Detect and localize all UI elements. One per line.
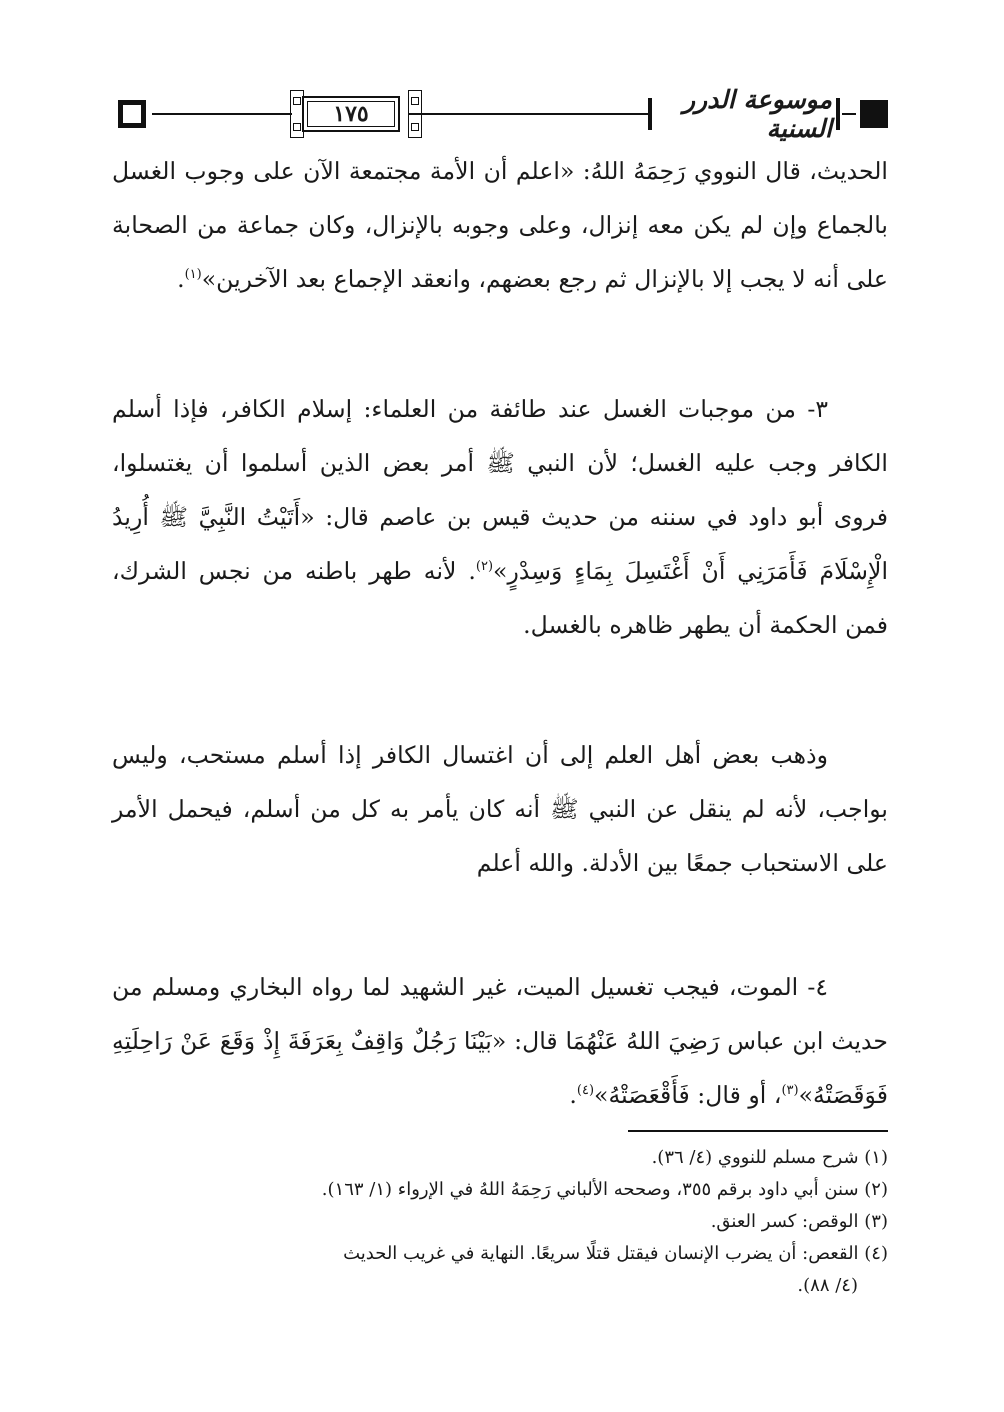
paragraph-text-continued: ، أو قال: فَأَقْعَصَتْهُ» <box>594 1081 782 1109</box>
paragraph-text-continued: . لأنه طهر باطنه من نجس الشرك، فمن الحكمة أن يطهر ظاهره بالغسل. <box>112 557 888 639</box>
header-rule-middle <box>408 113 648 115</box>
header-ornament-square-right <box>860 100 888 128</box>
page-number-box <box>302 96 400 132</box>
footnote-ref-2[interactable]: (٢) <box>475 559 494 575</box>
header-title-bar-left <box>648 98 652 130</box>
footnote-divider <box>628 1130 888 1132</box>
paragraph-text: ٤- الموت، فيجب تغسيل الميت، غير الشهيد لما رواه البخاري ومسلم من حديث ابن عباس رَضِيَ اللهُ عَنْهُمَا قال: «بَيْنَا رَجُلٌ وَاقِفٌ بِعَرَفَةَ إِذْ وَقَعَ عَنْ رَاحِلَتِهِ فَوَقَصَتْهُ» <box>112 973 888 1109</box>
footnote-4-continued: (٤/ ٨٨). <box>797 1275 858 1296</box>
footnote-ref-4[interactable]: (٤) <box>576 1083 595 1099</box>
paragraph-other-opinion <box>112 728 888 890</box>
paragraph-point-4 <box>112 960 888 1122</box>
header-rule-right <box>842 113 856 115</box>
footnote-ref-1[interactable]: (١) <box>184 267 202 283</box>
footnote-1: (١) شرح مسلم للنووي (٤/ ٣٦). <box>651 1147 888 1168</box>
header-ornament-square-left <box>118 100 146 128</box>
footnote-4: (٤) القعص: أن يضرب الإنسان فيقتل قتلًا سريعًا. النهاية في غريب الحديث <box>343 1243 888 1264</box>
footnote-2: (٢) سنن أبي داود برقم ٣٥٥، وصححه الألباني رَحِمَهُ اللهُ في الإرواء (١/ ١٦٣). <box>321 1179 888 1200</box>
paragraph-text: الحديث، قال النووي رَحِمَهُ اللهُ: «اعلم أن الأمة مجتمعة الآن على وجوب الغسل بالجماع وإن لم يكن معه إنزال، وعلى وجوبه بالإنزال، وكان جماعة من الصحابة على أنه لا يجب إلا بالإنزال ثم رجع بعضهم، وانعقد الإجماع بعد الآخرين» <box>112 157 888 293</box>
series-title: موسوعة الدرر السنية <box>682 85 832 143</box>
footnote-ref-3[interactable]: (٣) <box>781 1083 799 1099</box>
header-rule-left <box>152 113 292 115</box>
page-header <box>112 84 888 144</box>
paragraph-text: وذهب بعض أهل العلم إلى أن اغتسال الكافر إذا أسلم مستحب، وليس بواجب، لأنه لم ينقل عن النبي ﷺ أنه كان يأمر به كل من أسلم، فيحمل الأمر على الاستحباب جمعًا بين الأدلة. والله أعلم <box>112 741 888 877</box>
page-number: ١٧٥ <box>333 101 369 127</box>
header-title-bar-right <box>836 98 840 130</box>
paragraph-point-3 <box>112 382 888 652</box>
paragraph-end: . <box>569 1081 577 1109</box>
footnote-3: (٣) الوقص: كسر العنق. <box>710 1211 888 1232</box>
paragraph-text: ٣- من موجبات الغسل عند طائفة من العلماء: إسلام الكافر، فإذا أسلم الكافر وجب عليه الغسل؛ لأن النبي ﷺ أمر بعض الذين أسلموا أن يغتسلوا، فروى أبو داود في سننه من حديث قيس بن عاصم قال: «أَتَيْتُ النَّبِيَّ ﷺ أُرِيدُ الْإِسْلَامَ فَأَمَرَنِي أَنْ أَغْتَسِلَ بِمَاءٍ وَسِدْرٍ» <box>112 395 888 585</box>
footnotes <box>112 1142 888 1302</box>
paragraph-end: . <box>177 265 185 293</box>
paragraph-nawawi-quote <box>112 144 888 306</box>
